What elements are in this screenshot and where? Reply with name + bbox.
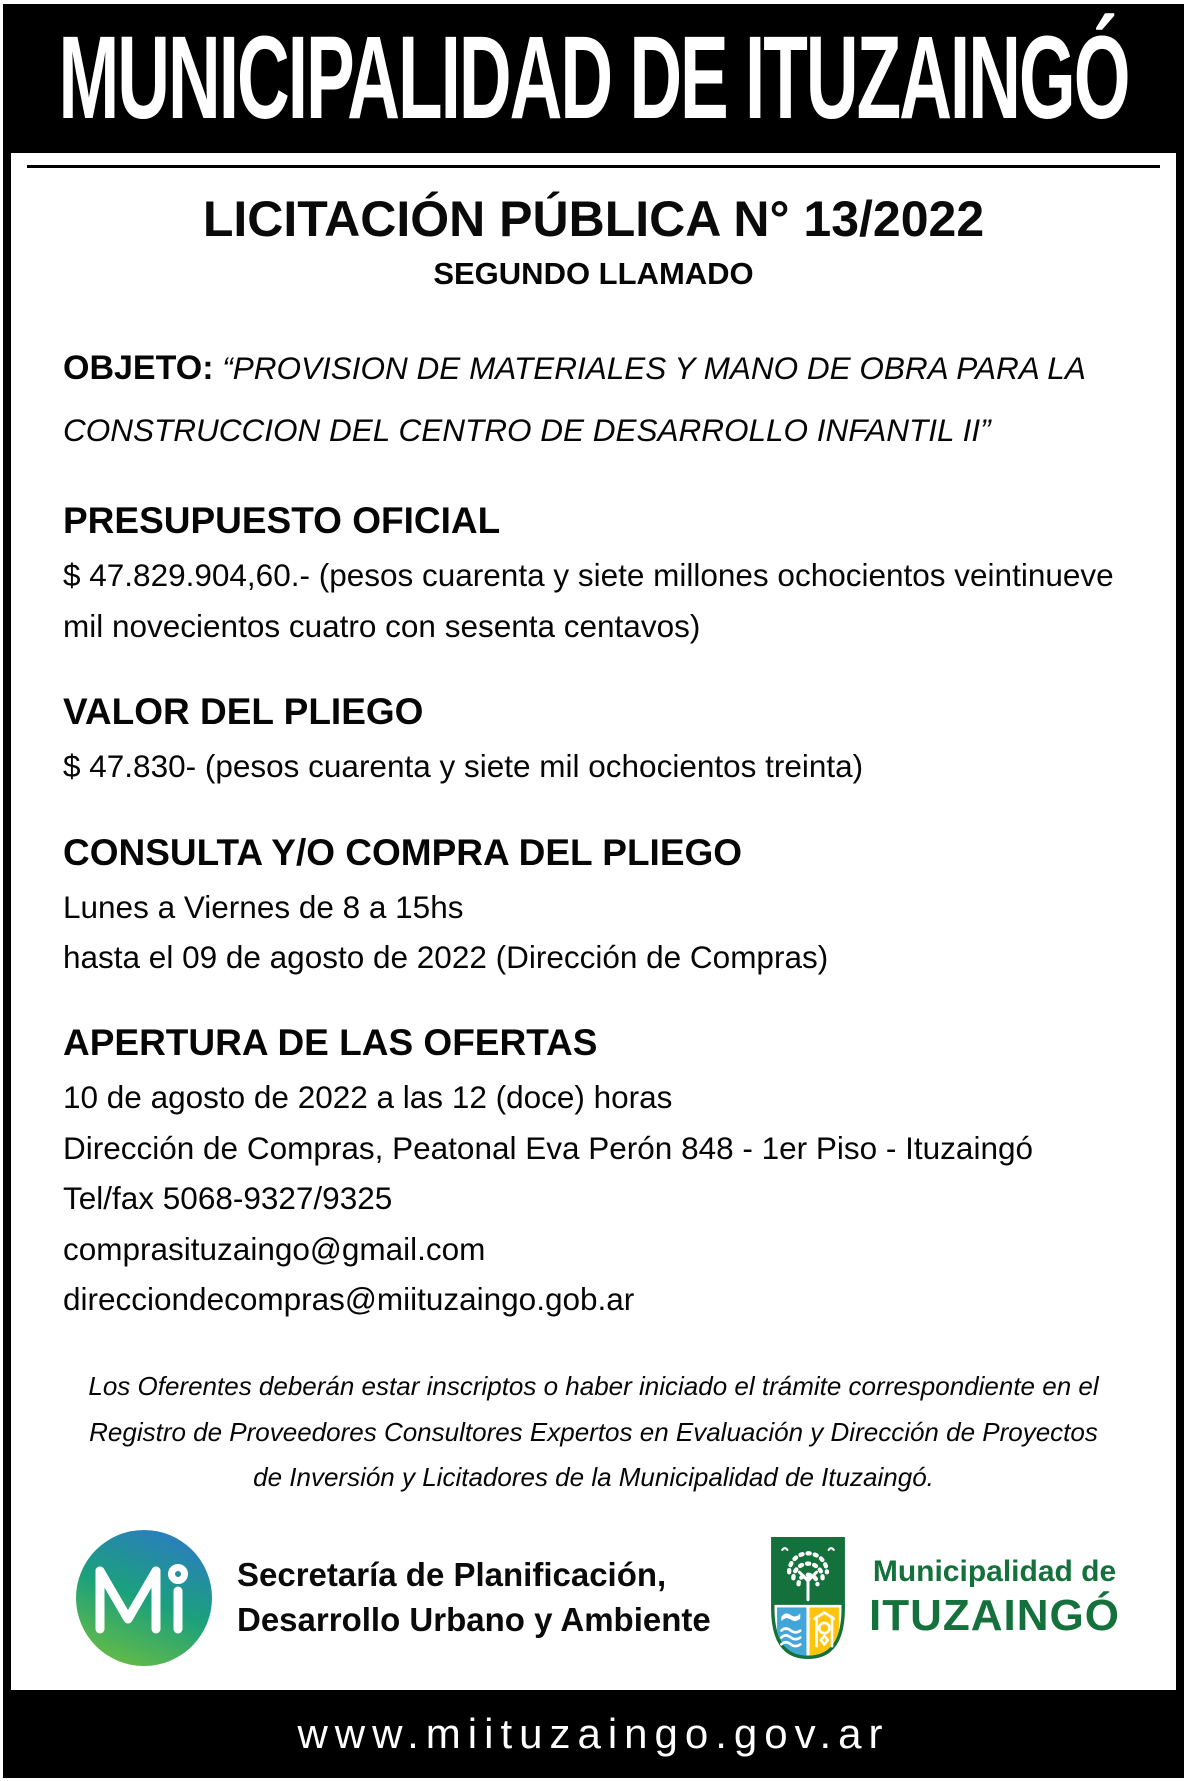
section-apertura-ofertas	[63, 1022, 1124, 1324]
objeto-text: “PROVISION DE MATERIALES Y MANO DE OBRA PARA LA CONSTRUCCION DEL CENTRO DE DESARROLLO INFANTIL II”	[63, 350, 1085, 448]
objeto-label: OBJETO:	[63, 349, 214, 387]
section-line: $ 47.829.904,60.- (pesos cuarenta y siete millones ochocientos veintinueve mil novecientos cuatro con sesenta centavos)	[63, 557, 1114, 644]
secretaria-line2: Desarrollo Urbano y Ambiente	[237, 1600, 711, 1638]
mi-logo-icon	[75, 1529, 213, 1667]
section-heading: APERTURA DE LAS OFERTAS	[63, 1022, 598, 1064]
notice-body	[11, 168, 1176, 1690]
header-band	[11, 4, 1176, 153]
oferentes-disclaimer: Los Oferentes deberán estar inscriptos o haber iniciado el trámite correspondiente en el Registro de Proveedores Consultores Expertos en Evaluación y Dirección de Proyectos de Inversión y Licitadores de la Municipalidad de Ituzaingó.	[88, 1371, 1099, 1493]
municipality-label	[869, 1555, 1120, 1641]
municipality-logo-group	[765, 1531, 1120, 1665]
section-line: hasta el 09 de agosto de 2022 (Dirección de Compras)	[63, 939, 829, 975]
section-heading: CONSULTA Y/O COMPRA DEL PLIEGO	[63, 831, 743, 873]
section-consulta-compra-pliego	[63, 832, 1124, 983]
notice-title: LICITACIÓN PÚBLICA N° 13/2022	[202, 191, 985, 247]
secretaria-line1: Secretaría de Planificación,	[237, 1556, 667, 1594]
flyer-frame	[3, 4, 1184, 1778]
municipality-header-title: MUNICIPALIDAD DE ITUZAINGÓ	[58, 12, 1129, 145]
section-line: $ 47.830- (pesos cuarenta y siete mil ochocientos treinta)	[63, 748, 864, 785]
municipality-label-line2: ITUZAINGÓ	[869, 1590, 1120, 1640]
objeto-paragraph	[63, 336, 1124, 460]
secretaria-logo-group	[75, 1529, 711, 1667]
section-line: Tel/fax 5068-9327/9325	[63, 1180, 393, 1217]
section-line: 10 de agosto de 2022 a las 12 (doce) horas	[63, 1079, 673, 1116]
section-presupuesto-oficial	[63, 500, 1124, 651]
notice-subtitle: SEGUNDO LLAMADO	[433, 256, 754, 291]
footer-band	[11, 1690, 1176, 1778]
section-line-email: comprasituzaingo@gmail.com	[63, 1230, 486, 1267]
section-heading: VALOR DEL PLIEGO	[63, 691, 424, 733]
section-line-email: direcciondecompras@miituzaingo.gob.ar	[63, 1280, 635, 1317]
website-url: www.miituzaingo.gov.ar	[297, 1710, 890, 1757]
secretaria-label	[237, 1553, 711, 1642]
section-line: Lunes a Viernes de 8 a 15hs	[63, 888, 464, 925]
logos-row	[63, 1529, 1124, 1667]
section-heading: PRESUPUESTO OFICIAL	[63, 500, 501, 542]
municipality-label-line1: Municipalidad de	[872, 1554, 1117, 1588]
ituzaingo-shield-icon	[765, 1531, 851, 1665]
section-valor-del-pliego	[63, 691, 1124, 791]
section-line: Dirección de Compras, Peatonal Eva Perón 848 - 1er Piso - Ituzaingó	[63, 1129, 1034, 1166]
